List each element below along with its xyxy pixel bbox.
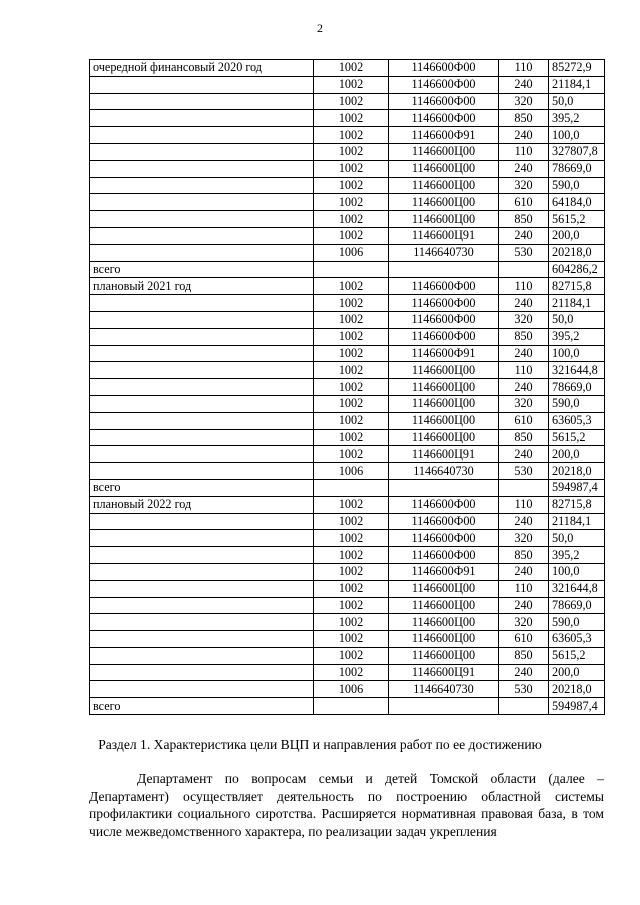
row-label-cell [90,513,314,530]
article-code-cell: 1146640730 [389,681,499,698]
article-code-cell: 1146600Ф91 [389,563,499,580]
article-code-cell [389,479,499,496]
article-code-cell: 1146600Ф00 [389,93,499,110]
amount-cell: 50,0 [549,530,605,547]
article-code-cell: 1146600Ц91 [389,446,499,463]
article-code-cell: 1146600Ф00 [389,530,499,547]
expense-type-cell: 320 [499,614,549,631]
expense-type-cell: 320 [499,530,549,547]
table-row [90,261,605,278]
table-row [90,311,605,328]
article-code-cell: 1146600Ц00 [389,160,499,177]
amount-cell: 78669,0 [549,379,605,396]
row-label-cell [90,211,314,228]
article-code-cell: 1146600Ф00 [389,76,499,93]
expense-type-cell: 850 [499,110,549,127]
article-code-cell: 1146600Ц00 [389,143,499,160]
row-label-cell: всего [90,698,314,715]
article-code-cell: 1146600Ц00 [389,429,499,446]
row-label-cell: всего [90,479,314,496]
amount-cell: 21184,1 [549,295,605,312]
amount-cell: 5615,2 [549,647,605,664]
article-code-cell [389,698,499,715]
table-row [90,127,605,144]
expense-type-cell: 240 [499,379,549,396]
section-code-cell: 1002 [314,446,389,463]
amount-cell: 200,0 [549,227,605,244]
row-label-cell [90,412,314,429]
section-code-cell [314,479,389,496]
table-row [90,429,605,446]
section-code-cell: 1002 [314,194,389,211]
row-label-cell [90,681,314,698]
article-code-cell: 1146600Ц00 [389,395,499,412]
table-row [90,93,605,110]
section-code-cell: 1002 [314,211,389,228]
expense-type-cell: 850 [499,547,549,564]
expense-type-cell: 110 [499,278,549,295]
row-label-cell [90,597,314,614]
table-row [90,110,605,127]
expense-type-cell: 320 [499,93,549,110]
amount-cell: 327807,8 [549,143,605,160]
expense-type-cell: 530 [499,681,549,698]
article-code-cell [389,261,499,278]
article-code-cell: 1146600Ц00 [389,194,499,211]
expense-type-cell: 240 [499,76,549,93]
table-row [90,647,605,664]
expense-type-cell: 320 [499,395,549,412]
amount-cell: 50,0 [549,311,605,328]
table-row [90,60,605,77]
amount-cell: 50,0 [549,93,605,110]
expense-type-cell: 240 [499,597,549,614]
amount-cell: 100,0 [549,563,605,580]
table-row [90,177,605,194]
table-row [90,362,605,379]
section-code-cell: 1002 [314,496,389,513]
table-row [90,160,605,177]
section-code-cell: 1002 [314,345,389,362]
article-code-cell: 1146600Ц00 [389,614,499,631]
section-code-cell: 1002 [314,328,389,345]
row-label-cell [90,244,314,261]
amount-cell: 100,0 [549,345,605,362]
table-row [90,631,605,648]
section-code-cell: 1002 [314,93,389,110]
expense-type-cell: 110 [499,580,549,597]
row-label-cell [90,647,314,664]
table-row [90,211,605,228]
expense-type-cell: 320 [499,177,549,194]
section-code-cell: 1002 [314,631,389,648]
section-code-cell: 1002 [314,76,389,93]
table-row [90,345,605,362]
row-label-cell [90,563,314,580]
article-code-cell: 1146600Ф00 [389,328,499,345]
expense-type-cell: 240 [499,446,549,463]
row-label-cell [90,395,314,412]
article-code-cell: 1146600Ц00 [389,580,499,597]
row-label-cell [90,143,314,160]
section-code-cell: 1002 [314,597,389,614]
row-label-cell [90,227,314,244]
table-row [90,547,605,564]
amount-cell: 321644,8 [549,580,605,597]
table-row [90,395,605,412]
section-code-cell: 1002 [314,429,389,446]
amount-cell: 590,0 [549,395,605,412]
table-row [90,76,605,93]
article-code-cell: 1146600Ф00 [389,547,499,564]
expense-type-cell: 850 [499,328,549,345]
expense-type-cell [499,698,549,715]
amount-cell: 590,0 [549,614,605,631]
amount-cell: 321644,8 [549,362,605,379]
amount-cell: 85272,9 [549,60,605,77]
expense-type-cell: 110 [499,362,549,379]
section-code-cell: 1002 [314,379,389,396]
section-code-cell: 1002 [314,647,389,664]
section-code-cell [314,261,389,278]
article-code-cell: 1146600Ф91 [389,127,499,144]
article-code-cell: 1146600Ф00 [389,295,499,312]
expense-type-cell: 320 [499,311,549,328]
amount-cell: 21184,1 [549,513,605,530]
amount-cell: 200,0 [549,664,605,681]
section-code-cell: 1006 [314,463,389,480]
expense-type-cell: 240 [499,345,549,362]
row-label-cell [90,362,314,379]
row-label-cell [90,631,314,648]
article-code-cell: 1146600Ц91 [389,227,499,244]
row-label-cell [90,463,314,480]
section-code-cell: 1002 [314,664,389,681]
expense-type-cell: 850 [499,429,549,446]
table-row [90,328,605,345]
amount-cell: 5615,2 [549,429,605,446]
row-label-cell [90,379,314,396]
section-code-cell: 1002 [314,295,389,312]
expense-type-cell: 530 [499,244,549,261]
section-code-cell: 1006 [314,244,389,261]
table-row [90,412,605,429]
table-row [90,446,605,463]
table-row [90,496,605,513]
section-code-cell: 1002 [314,311,389,328]
amount-cell: 604286,2 [549,261,605,278]
row-label-cell [90,177,314,194]
row-label-cell [90,664,314,681]
expense-type-cell: 240 [499,160,549,177]
expense-type-cell: 610 [499,631,549,648]
expense-type-cell: 110 [499,143,549,160]
article-code-cell: 1146600Ф00 [389,60,499,77]
section-code-cell: 1002 [314,547,389,564]
section-code-cell: 1002 [314,177,389,194]
page-number: 2 [317,21,323,35]
amount-cell: 594987,4 [549,698,605,715]
section-code-cell: 1002 [314,530,389,547]
expense-type-cell: 110 [499,496,549,513]
row-label-cell [90,530,314,547]
section-code-cell: 1002 [314,580,389,597]
row-label-cell: плановый 2022 год [90,496,314,513]
article-code-cell: 1146600Ф00 [389,110,499,127]
article-code-cell: 1146600Ф00 [389,513,499,530]
section-code-cell: 1002 [314,362,389,379]
article-code-cell: 1146600Ф00 [389,496,499,513]
table-row [90,143,605,160]
row-label-cell [90,311,314,328]
expense-type-cell [499,261,549,278]
article-code-cell: 1146600Ф00 [389,278,499,295]
amount-cell: 20218,0 [549,463,605,480]
row-label-cell [90,328,314,345]
row-label-cell: очередной финансовый 2020 год [90,60,314,77]
section-code-cell: 1002 [314,160,389,177]
row-label-cell [90,194,314,211]
amount-cell: 395,2 [549,328,605,345]
table-row [90,379,605,396]
article-code-cell: 1146600Ц00 [389,211,499,228]
body-paragraph: Департамент по вопросам семьи и детей Томской области (далее – Департамент) осуществляет деятельность по построению областной системы профилактики социального сиротства. Расширяется нормативная правовая база, в том числе межведомственного характера, по реализации задач укрепления [89,771,604,839]
table-row [90,614,605,631]
expense-type-cell: 610 [499,412,549,429]
row-label-cell [90,295,314,312]
article-code-cell: 1146600Ц00 [389,177,499,194]
amount-cell: 395,2 [549,110,605,127]
table-row [90,463,605,480]
section-code-cell: 1002 [314,110,389,127]
section-code-cell: 1002 [314,227,389,244]
section-code-cell: 1002 [314,278,389,295]
row-label-cell [90,110,314,127]
amount-cell: 20218,0 [549,244,605,261]
table-row [90,664,605,681]
table-row [90,295,605,312]
article-code-cell: 1146640730 [389,244,499,261]
row-label-cell [90,345,314,362]
article-code-cell: 1146600Ц00 [389,362,499,379]
amount-cell: 590,0 [549,177,605,194]
table-row [90,698,605,715]
expense-type-cell: 240 [499,513,549,530]
amount-cell: 78669,0 [549,597,605,614]
article-code-cell: 1146600Ф00 [389,311,499,328]
row-label-cell: плановый 2021 год [90,278,314,295]
expense-type-cell: 240 [499,563,549,580]
row-label-cell [90,547,314,564]
expense-type-cell: 240 [499,127,549,144]
article-code-cell: 1146600Ц91 [389,664,499,681]
section-code-cell: 1002 [314,395,389,412]
table-row [90,563,605,580]
article-code-cell: 1146640730 [389,463,499,480]
table-row [90,580,605,597]
expense-type-cell: 240 [499,227,549,244]
amount-cell: 5615,2 [549,211,605,228]
table-row [90,681,605,698]
amount-cell: 82715,8 [549,496,605,513]
row-label-cell [90,580,314,597]
amount-cell: 395,2 [549,547,605,564]
expense-type-cell: 850 [499,647,549,664]
table-row [90,479,605,496]
amount-cell: 21184,1 [549,76,605,93]
section-code-cell: 1002 [314,412,389,429]
amount-cell: 63605,3 [549,412,605,429]
table-row [90,513,605,530]
expense-type-cell [499,479,549,496]
row-label-cell [90,429,314,446]
expense-type-cell: 240 [499,295,549,312]
section-code-cell: 1002 [314,127,389,144]
row-label-cell: всего [90,261,314,278]
row-label-cell [90,93,314,110]
amount-cell: 82715,8 [549,278,605,295]
section-code-cell: 1002 [314,563,389,580]
amount-cell: 100,0 [549,127,605,144]
section-code-cell: 1002 [314,513,389,530]
row-label-cell [90,76,314,93]
row-label-cell [90,127,314,144]
article-code-cell: 1146600Ц00 [389,647,499,664]
budget-table-body [90,60,605,715]
expense-type-cell: 240 [499,664,549,681]
amount-cell: 200,0 [549,446,605,463]
body-text [89,770,604,840]
expense-type-cell: 110 [499,60,549,77]
row-label-cell [90,446,314,463]
table-row [90,278,605,295]
article-code-cell: 1146600Ц00 [389,631,499,648]
section-code-cell: 1002 [314,614,389,631]
budget-table [89,59,605,715]
section-code-cell: 1006 [314,681,389,698]
table-row [90,244,605,261]
amount-cell: 594987,4 [549,479,605,496]
section-heading: Раздел 1. Характеристика цели ВЦП и направления работ по ее достижению [98,737,542,752]
section-code-cell [314,698,389,715]
article-code-cell: 1146600Ц00 [389,412,499,429]
row-label-cell [90,160,314,177]
expense-type-cell: 530 [499,463,549,480]
article-code-cell: 1146600Ц00 [389,597,499,614]
expense-type-cell: 610 [499,194,549,211]
section-code-cell: 1002 [314,60,389,77]
expense-type-cell: 850 [499,211,549,228]
table-row [90,597,605,614]
row-label-cell [90,614,314,631]
section-code-cell: 1002 [314,143,389,160]
amount-cell: 20218,0 [549,681,605,698]
table-row [90,194,605,211]
article-code-cell: 1146600Ф91 [389,345,499,362]
table-row [90,227,605,244]
amount-cell: 64184,0 [549,194,605,211]
table-row [90,530,605,547]
amount-cell: 63605,3 [549,631,605,648]
amount-cell: 78669,0 [549,160,605,177]
article-code-cell: 1146600Ц00 [389,379,499,396]
